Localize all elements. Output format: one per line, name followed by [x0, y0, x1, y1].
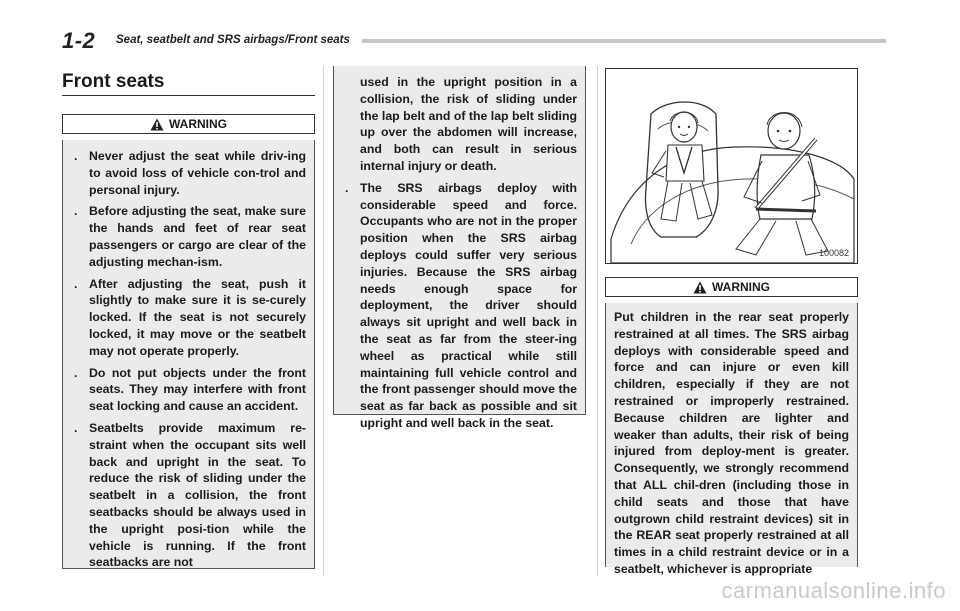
- header-bar: [362, 39, 886, 43]
- warning-body-2: [605, 303, 858, 576]
- warning-header-2: [605, 277, 858, 297]
- warning-triangle-icon: [693, 281, 707, 294]
- warning-header-1: [62, 114, 315, 134]
- column-divider-2: [597, 66, 598, 576]
- warning-text-2: Put children in the rear seat properly restrained at all times. The SRS airbag deploys with considerable speed and force and can injure or even kill children, especially if they are not restrained or improperly restrained. Because children are lighter and weaker than adults, their risk of being injured from deploy-ment is greater. Consequently, we strongly recommend that ALL chil-dren (including those in child seats and those that have outgrown child restraint devices) sit in the REAR seat properly restrained at all times in a child restraint device or in a seatbelt, whichever is appropriate: [614, 310, 849, 576]
- warning-list-1-continued: [340, 180, 577, 432]
- warning-label-2: WARNING: [712, 280, 770, 294]
- figure-code: 100082: [818, 248, 849, 258]
- page-number: 1-2: [62, 28, 96, 53]
- column-divider-1: [323, 66, 324, 576]
- section-title: Front seats: [62, 71, 165, 92]
- header-title: Seat, seatbelt and SRS airbags/Front seats: [116, 34, 350, 46]
- list-item: . Seatbelts provide maximum re-straint when the occupant sits well back and upright in the seat. To reduce the risk of sliding under the seatbelt in a collision, the front seatbacks should be always used in the upright posi-tion while the vehicle is running. If the front seatbacks are not: [74, 420, 306, 570]
- list-item: . After adjusting the seat, push it slightly to make sure it is se-curely locked. If the seat is not securely locked, it may move or the seatbelt may not operate properly.: [74, 276, 306, 358]
- list-item: . Never adjust the seat while driv-ing to avoid loss of vehicle con-trol and personal injury.: [74, 149, 306, 197]
- illustration-children-in-rear-seat: [605, 68, 858, 264]
- section-rule: [62, 95, 315, 96]
- warning-label-1: WARNING: [169, 117, 227, 131]
- warning-body-1-continued: [333, 66, 586, 430]
- children-seat-illustration: [606, 69, 857, 263]
- list-item: . Do not put objects under the front seats. They may interfere with front seat locking and cause an accident.: [74, 365, 306, 414]
- warning-triangle-icon: [150, 118, 164, 131]
- list-item: . The SRS airbags deploy with considerable speed and force. Occupants who are not in the proper position when the SRS airbag deploys could suffer very serious injuries. Because the SRS airbag needs enough space for deployment, the driver should always sit upright and well back in the seat as far from the steer-ing wheel as practical while still maintaining full vehicle control and the front passenger should move the seat as far back as possible and sit upright and well back in the seat.: [345, 180, 577, 430]
- warning-list-1: [69, 148, 306, 571]
- page-header: [62, 26, 886, 52]
- continued-text: used in the upright position in a collision, the risk of sliding under the lap belt and of the lap belt sliding up over the abdomen will increase, and both can result in serious internal injury or death.: [360, 75, 577, 173]
- watermark: carmanualsonline.info: [721, 578, 946, 603]
- list-item: . Before adjusting the seat, make sure the hands and feet of rear seat passengers or cargo are clear of the adjusting mechan-ism.: [74, 204, 306, 269]
- warning-body-1: [62, 140, 315, 569]
